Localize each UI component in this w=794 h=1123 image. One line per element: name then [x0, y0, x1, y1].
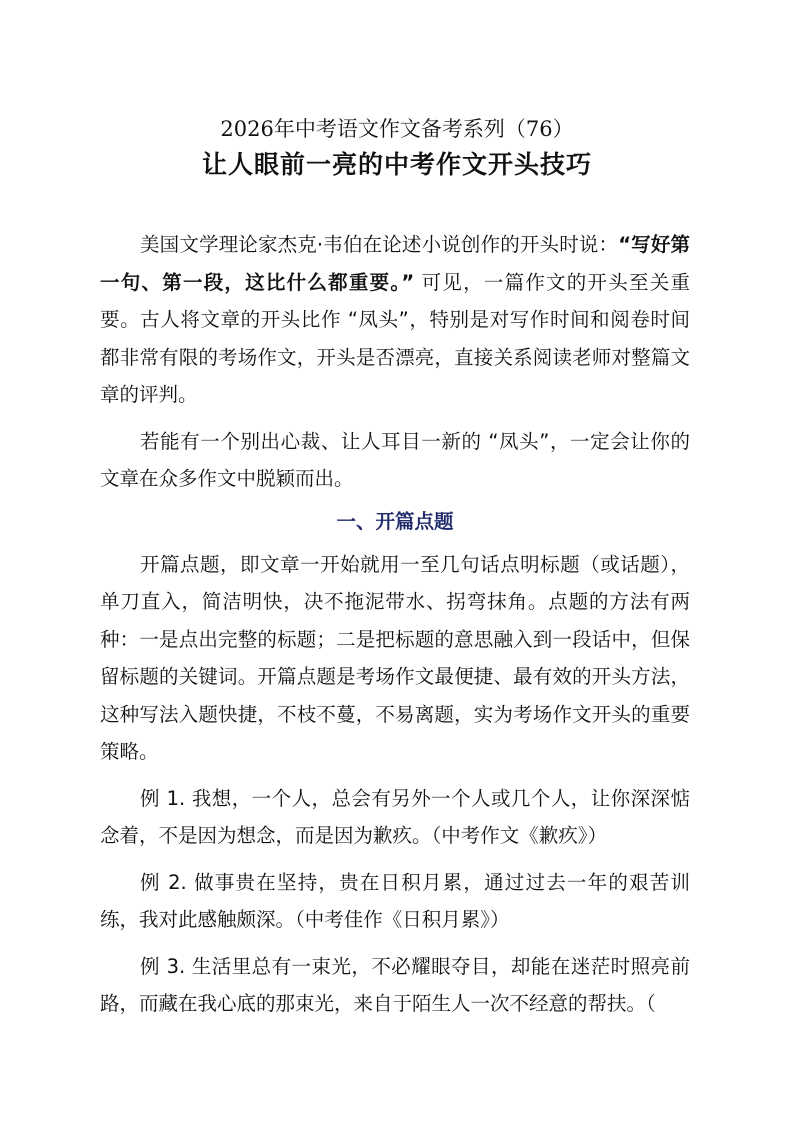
example-3: 例 3. 生活里总有一束光，不必耀眼夺目，却能在迷茫时照亮前路，而藏在我心底的那束光，来自于陌生人一次不经意的帮扶。（ — [100, 954, 690, 1015]
intro-paragraph — [100, 226, 690, 414]
example-2: 例 2. 做事贵在坚持，贵在日积月累，通过过去一年的艰苦训练，我对此感触颇深。（中考佳作《日积月累》） — [100, 870, 690, 931]
main-title: 让人眼前一亮的中考作文开头技巧 — [201, 150, 592, 179]
intro-paragraph-2: 若能有一个别出心裁、让人耳目一新的 “凤头”，一定会让你的文章在众多作文中脱颖而出。 — [100, 429, 690, 490]
intro-quote: “写好第一句、第一段，这比什么都重要。” — [100, 233, 690, 294]
intro-text-2: 可见，一篇作文的开头至关重要。古人将文章的开头比作 “凤头”，特别是对写作时间和阅卷时间都非常有限的考场作文，开头是否漂亮，直接关系阅读老师对整篇文章的评判。 — [100, 270, 690, 406]
example-1: 例 1. 我想，一个人，总会有另外一个人或几个人，让你深深惦念着，不是因为想念，而是因为歉疚。（中考作文《歉疚》） — [100, 786, 690, 847]
document-body — [100, 226, 690, 1023]
series-title: 2026年中考语文作文备考系列（76） — [220, 117, 574, 141]
section-paragraph: 开篇点题，即文章一开始就用一至几句话点明标题（或话题），单刀直入，简洁明快，决不拖泥带水、拐弯抹角。点题的方法有两种：一是点出完整的标题；二是把标题的意思融入到一段话中，但保留标题的关键词。开篇点题是考场作文最便捷、最有效的开头方法，这种写法入题快捷，不枝不蔓，不易离题，实为考场作文开头的重要策略。 — [100, 552, 690, 763]
intro-text-1: 美国文学理论家杰克·韦伯在论述小说创作的开头时说： — [140, 233, 619, 256]
section-heading: 一、开篇点题 — [336, 509, 454, 533]
